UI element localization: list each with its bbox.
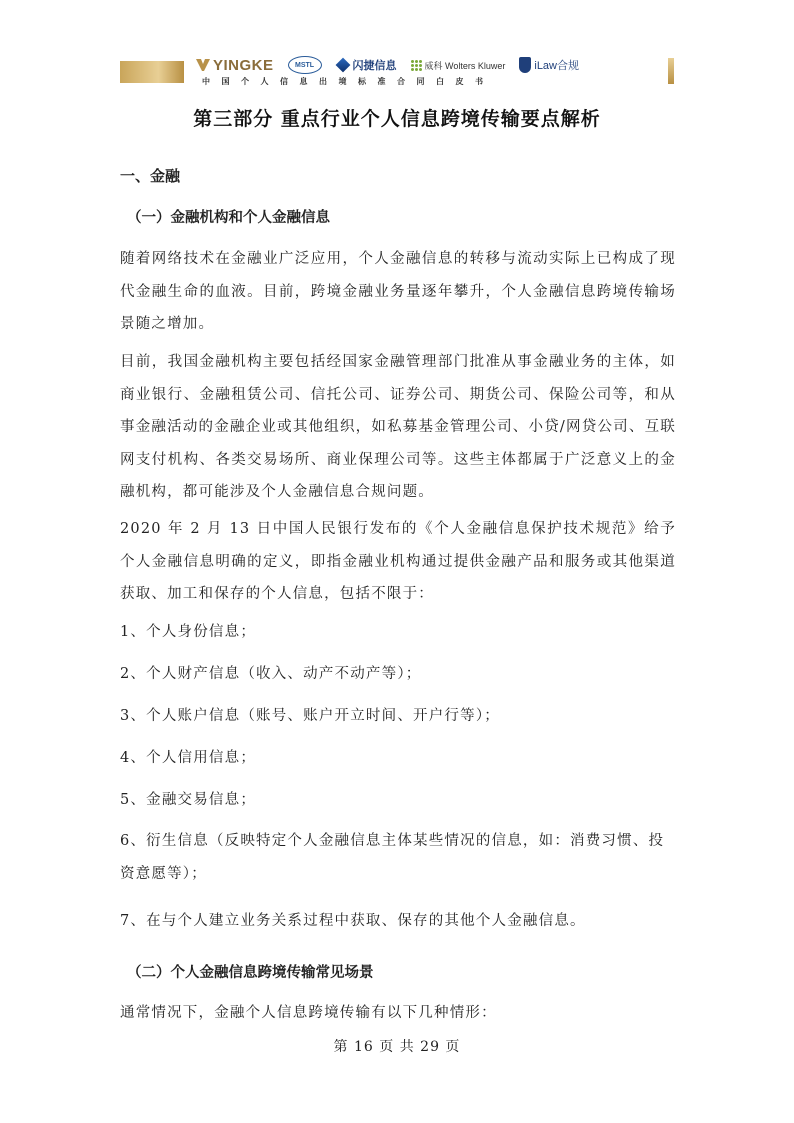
wolters-kluwer-logo: 威科 Wolters Kluwer [411, 59, 506, 72]
mstl-logo: MSTL [288, 56, 322, 74]
paragraph-intro: 随着网络技术在金融业广泛应用，个人金融信息的转移与流动实际上已构成了现代金融生命的血液。目前，跨境金融业务量逐年攀升，个人金融信息跨境传输场景随之增加。 [120, 251, 676, 332]
header-gold-bar-right [668, 58, 674, 84]
ilaw-shield-icon [519, 57, 531, 73]
list-item: 3、个人账户信息（账号、账户开立时间、开户行等）； [120, 708, 500, 724]
list-item: 5、金融交易信息； [120, 792, 257, 808]
header-logos [196, 54, 666, 76]
yingke-logo: YINGKE [196, 57, 274, 74]
list-item: 1、个人身份信息； [120, 624, 257, 640]
yingke-mark-icon [196, 59, 210, 71]
list-item: 2、个人财产信息（收入、动产不动产等）； [120, 666, 422, 682]
shanjie-cube-icon [335, 58, 350, 73]
subsection-heading-scenarios: （二）个人金融信息跨境传输常见场景 [127, 965, 374, 981]
list-item: 7、在与个人建立业务关系过程中获取、保存的其他个人金融信息。 [120, 913, 586, 929]
paragraph-definition: 2020 年 2 月 13 日中国人民银行发布的《个人金融信息保护技术规范》给予个人金融信息明确的定义，即指金融业机构通过提供金融产品和服务或其他渠道获取、加工和保存的个人信息，包括不限于： [120, 521, 676, 602]
page-title: 第三部分 重点行业个人信息跨境传输要点解析 [193, 108, 601, 130]
shanjie-logo: 闪捷信息 [336, 57, 397, 73]
ilaw-logo: iLaw合规 [519, 57, 579, 73]
section-heading-finance: 一、金融 [120, 167, 181, 185]
list-item: 4、个人信用信息； [120, 750, 257, 766]
subsection-heading-institutions: （一）金融机构和个人金融信息 [127, 210, 330, 226]
page-header [120, 52, 674, 92]
header-tagline: 中国个人信息出境标准合同白皮书 [202, 77, 495, 86]
wolters-dots-icon [411, 60, 422, 71]
header-gold-bar-left [120, 61, 184, 83]
paragraph-scenarios: 通常情况下，金融个人信息跨境传输有以下几种情形： [120, 1005, 497, 1021]
page-footer: 第 16 页 共 29 页 [333, 1039, 461, 1055]
list-item: 6、衍生信息（反映特定个人金融信息主体某些情况的信息，如：消费习惯、投资意愿等）； [120, 833, 665, 882]
paragraph-institutions: 目前，我国金融机构主要包括经国家金融管理部门批准从事金融业务的主体，如商业银行、金融租赁公司、信托公司、证券公司、期货公司、保险公司等，和从事金融活动的金融企业或其他组织，如私募基金管理公司、小贷/网贷公司、互联网支付机构、各类交易场所、商业保理公司等。这些主体都属于广泛意义上的金融机构，都可能涉及个人金融信息合规问题。 [120, 354, 676, 500]
